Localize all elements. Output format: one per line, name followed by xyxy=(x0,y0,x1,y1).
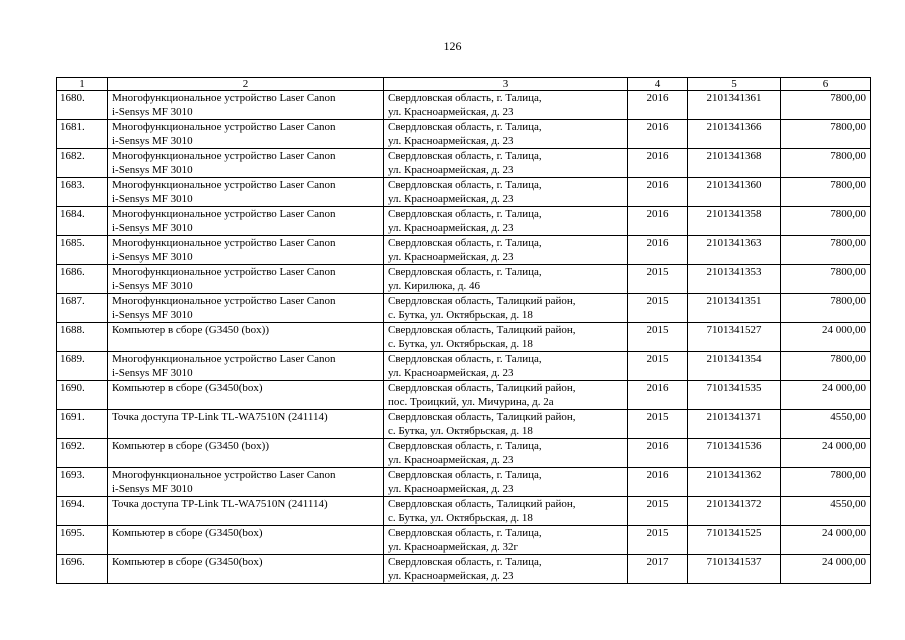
table-row xyxy=(57,381,871,410)
address-text: ул. Красноармейская, д. 23 xyxy=(388,164,514,176)
table-row xyxy=(57,497,871,526)
row-number-cell xyxy=(57,497,108,526)
inventory-number-text: 2101341368 xyxy=(706,150,762,162)
row-number-text: 1693. xyxy=(60,469,85,481)
year-cell xyxy=(628,352,688,381)
inventory-number-text: 2101341371 xyxy=(706,411,762,423)
address-text: Свердловская область, Талицкий район, xyxy=(388,411,576,423)
address-cell xyxy=(384,323,628,352)
address-text: ул. Красноармейская, д. 32г xyxy=(388,541,519,553)
year-cell xyxy=(628,207,688,236)
item-name-cell xyxy=(108,526,384,555)
address-text: Свердловская область, Талицкий район, xyxy=(388,498,576,510)
year-cell xyxy=(628,439,688,468)
address-text: Свердловская область, г. Талица, xyxy=(388,179,542,191)
row-number-text: 1684. xyxy=(60,208,85,220)
address-text: ул. Красноармейская, д. 23 xyxy=(388,106,514,118)
address-cell xyxy=(384,149,628,178)
year-text: 2015 xyxy=(646,527,669,539)
year-text: 2017 xyxy=(646,556,669,568)
address-text: ул. Красноармейская, д. 23 xyxy=(388,570,514,582)
item-name-cell xyxy=(108,120,384,149)
price-text: 7800,00 xyxy=(830,208,866,220)
row-number-cell xyxy=(57,120,108,149)
address-text: с. Бутка, ул. Октябрьская, д. 18 xyxy=(388,309,533,321)
inventory-number-text: 7101341535 xyxy=(706,382,762,394)
table-row xyxy=(57,178,871,207)
inventory-number-text: 2101341363 xyxy=(706,237,762,249)
item-name-text: i-Sensys MF 3010 xyxy=(112,483,193,495)
address-cell xyxy=(384,294,628,323)
inventory-number-cell xyxy=(688,526,781,555)
address-cell xyxy=(384,236,628,265)
price-text: 7800,00 xyxy=(830,237,866,249)
price-text: 7800,00 xyxy=(830,353,866,365)
year-cell xyxy=(628,323,688,352)
address-text: ул. Красноармейская, д. 23 xyxy=(388,193,514,205)
address-cell xyxy=(384,381,628,410)
column-header: 4 xyxy=(628,78,688,91)
row-number-cell xyxy=(57,410,108,439)
address-text: пос. Троицкий, ул. Мичурина, д. 2а xyxy=(388,396,554,408)
item-name-text: Многофункциональное устройство Laser Canon xyxy=(112,266,336,278)
item-name-cell xyxy=(108,236,384,265)
year-text: 2016 xyxy=(646,92,669,104)
item-name-text: Многофункциональное устройство Laser Canon xyxy=(112,469,336,481)
table-row xyxy=(57,526,871,555)
row-number-text: 1694. xyxy=(60,498,85,510)
price-text: 24 000,00 xyxy=(822,324,866,336)
year-text: 2016 xyxy=(646,382,669,394)
price-cell xyxy=(781,352,871,381)
item-name-cell xyxy=(108,294,384,323)
inventory-number-text: 2101341354 xyxy=(706,353,762,365)
year-cell xyxy=(628,468,688,497)
address-text: ул. Красноармейская, д. 23 xyxy=(388,135,514,147)
address-text: ул. Красноармейская, д. 23 xyxy=(388,454,514,466)
year-text: 2016 xyxy=(646,469,669,481)
price-cell xyxy=(781,555,871,584)
year-text: 2015 xyxy=(646,411,669,423)
year-cell xyxy=(628,178,688,207)
address-text: Свердловская область, Талицкий район, xyxy=(388,295,576,307)
item-name-text: Многофункциональное устройство Laser Canon xyxy=(112,237,336,249)
row-number-cell xyxy=(57,468,108,497)
inventory-number-text: 2101341361 xyxy=(706,92,762,104)
item-name-text: i-Sensys MF 3010 xyxy=(112,309,193,321)
item-name-cell xyxy=(108,207,384,236)
item-name-text: Точка доступа TP-Link TL-WA7510N (241114) xyxy=(112,498,328,510)
address-text: Свердловская область, г. Талица, xyxy=(388,121,542,133)
year-cell xyxy=(628,410,688,439)
year-text: 2016 xyxy=(646,440,669,452)
address-cell xyxy=(384,497,628,526)
price-cell xyxy=(781,381,871,410)
row-number-text: 1682. xyxy=(60,150,85,162)
price-text: 24 000,00 xyxy=(822,527,866,539)
item-name-text: i-Sensys MF 3010 xyxy=(112,193,193,205)
year-text: 2015 xyxy=(646,353,669,365)
table-row xyxy=(57,352,871,381)
price-text: 24 000,00 xyxy=(822,382,866,394)
item-name-text: Многофункциональное устройство Laser Canon xyxy=(112,208,336,220)
inventory-table xyxy=(56,77,871,584)
year-text: 2015 xyxy=(646,295,669,307)
inventory-number-text: 2101341353 xyxy=(706,266,762,278)
year-cell xyxy=(628,91,688,120)
year-cell xyxy=(628,294,688,323)
inventory-number-cell xyxy=(688,381,781,410)
inventory-number-text: 7101341527 xyxy=(706,324,762,336)
row-number-cell xyxy=(57,236,108,265)
inventory-number-cell xyxy=(688,352,781,381)
item-name-text: Многофункциональное устройство Laser Canon xyxy=(112,150,336,162)
inventory-number-text: 2101341372 xyxy=(706,498,762,510)
address-cell xyxy=(384,555,628,584)
inventory-number-text: 7101341536 xyxy=(706,440,762,452)
year-cell xyxy=(628,149,688,178)
year-cell xyxy=(628,497,688,526)
inventory-number-cell xyxy=(688,410,781,439)
address-text: Свердловская область, г. Талица, xyxy=(388,92,542,104)
row-number-cell xyxy=(57,178,108,207)
inventory-number-cell xyxy=(688,91,781,120)
address-text: Свердловская область, г. Талица, xyxy=(388,150,542,162)
price-cell xyxy=(781,91,871,120)
table-row xyxy=(57,120,871,149)
row-number-text: 1683. xyxy=(60,179,85,191)
table-row xyxy=(57,236,871,265)
page-number: 126 xyxy=(443,39,462,53)
price-cell xyxy=(781,178,871,207)
inventory-number-cell xyxy=(688,207,781,236)
item-name-text: Многофункциональное устройство Laser Canon xyxy=(112,179,336,191)
price-text: 7800,00 xyxy=(830,295,866,307)
item-name-text: Компьютер в сборе (G3450(box) xyxy=(112,556,263,568)
address-text: ул. Красноармейская, д. 23 xyxy=(388,251,514,263)
address-text: Свердловская область, Талицкий район, xyxy=(388,324,576,336)
item-name-text: i-Sensys MF 3010 xyxy=(112,135,193,147)
column-header: 6 xyxy=(781,78,871,91)
price-cell xyxy=(781,265,871,294)
row-number-text: 1691. xyxy=(60,411,85,423)
address-text: ул. Красноармейская, д. 23 xyxy=(388,483,514,495)
address-cell xyxy=(384,439,628,468)
item-name-cell xyxy=(108,410,384,439)
year-text: 2016 xyxy=(646,121,669,133)
table-row xyxy=(57,555,871,584)
row-number-cell xyxy=(57,381,108,410)
address-text: Свердловская область, г. Талица, xyxy=(388,440,542,452)
item-name-text: Многофункциональное устройство Laser Canon xyxy=(112,92,336,104)
year-cell xyxy=(628,120,688,149)
row-number-text: 1686. xyxy=(60,266,85,278)
item-name-text: Компьютер в сборе (G3450 (box)) xyxy=(112,440,269,452)
address-text: ул. Кирилюка, д. 46 xyxy=(388,280,480,292)
address-text: Свердловская область, г. Талица, xyxy=(388,527,542,539)
price-text: 7800,00 xyxy=(830,150,866,162)
inventory-number-text: 7101341525 xyxy=(706,527,762,539)
address-text: ул. Красноармейская, д. 23 xyxy=(388,222,514,234)
address-text: Свердловская область, г. Талица, xyxy=(388,556,542,568)
table-row xyxy=(57,468,871,497)
item-name-cell xyxy=(108,149,384,178)
price-text: 7800,00 xyxy=(830,266,866,278)
inventory-number-cell xyxy=(688,149,781,178)
row-number-text: 1687. xyxy=(60,295,85,307)
table-row xyxy=(57,439,871,468)
inventory-number-cell xyxy=(688,439,781,468)
price-cell xyxy=(781,526,871,555)
row-number-text: 1681. xyxy=(60,121,85,133)
year-cell xyxy=(628,526,688,555)
price-text: 24 000,00 xyxy=(822,440,866,452)
item-name-cell xyxy=(108,381,384,410)
table-row xyxy=(57,91,871,120)
year-text: 2015 xyxy=(646,324,669,336)
item-name-text: i-Sensys MF 3010 xyxy=(112,251,193,263)
price-text: 7800,00 xyxy=(830,179,866,191)
table-row xyxy=(57,323,871,352)
row-number-text: 1692. xyxy=(60,440,85,452)
price-text: 24 000,00 xyxy=(822,556,866,568)
price-text: 7800,00 xyxy=(830,92,866,104)
price-cell xyxy=(781,497,871,526)
address-cell xyxy=(384,265,628,294)
address-text: ул. Красноармейская, д. 23 xyxy=(388,367,514,379)
year-cell xyxy=(628,265,688,294)
price-text: 7800,00 xyxy=(830,469,866,481)
table-row xyxy=(57,410,871,439)
item-name-cell xyxy=(108,323,384,352)
column-header: 2 xyxy=(108,78,384,91)
row-number-text: 1688. xyxy=(60,324,85,336)
year-text: 2016 xyxy=(646,150,669,162)
price-cell xyxy=(781,207,871,236)
year-text: 2016 xyxy=(646,179,669,191)
inventory-number-cell xyxy=(688,294,781,323)
year-text: 2016 xyxy=(646,208,669,220)
row-number-cell xyxy=(57,265,108,294)
inventory-number-cell xyxy=(688,178,781,207)
price-cell xyxy=(781,468,871,497)
item-name-cell xyxy=(108,91,384,120)
table-row xyxy=(57,294,871,323)
year-text: 2015 xyxy=(646,266,669,278)
item-name-cell xyxy=(108,178,384,207)
inventory-number-cell xyxy=(688,555,781,584)
address-cell xyxy=(384,207,628,236)
address-cell xyxy=(384,468,628,497)
row-number-cell xyxy=(57,149,108,178)
price-cell xyxy=(781,236,871,265)
inventory-number-cell xyxy=(688,468,781,497)
table-row xyxy=(57,265,871,294)
row-number-text: 1680. xyxy=(60,92,85,104)
row-number-cell xyxy=(57,207,108,236)
address-text: Свердловская область, г. Талица, xyxy=(388,469,542,481)
row-number-cell xyxy=(57,294,108,323)
row-number-cell xyxy=(57,91,108,120)
item-name-text: Многофункциональное устройство Laser Canon xyxy=(112,353,336,365)
row-number-text: 1689. xyxy=(60,353,85,365)
row-number-cell xyxy=(57,555,108,584)
table-header-row xyxy=(57,78,871,91)
inventory-number-text: 2101341360 xyxy=(706,179,762,191)
address-cell xyxy=(384,352,628,381)
item-name-text: Компьютер в сборе (G3450 (box)) xyxy=(112,324,269,336)
item-name-text: Многофункциональное устройство Laser Canon xyxy=(112,295,336,307)
inventory-number-text: 2101341358 xyxy=(706,208,762,220)
item-name-text: i-Sensys MF 3010 xyxy=(112,367,193,379)
address-text: Свердловская область, г. Талица, xyxy=(388,237,542,249)
year-text: 2015 xyxy=(646,498,669,510)
row-number-cell xyxy=(57,526,108,555)
address-cell xyxy=(384,410,628,439)
price-cell xyxy=(781,149,871,178)
item-name-text: Компьютер в сборе (G3450(box) xyxy=(112,382,263,394)
inventory-number-cell xyxy=(688,120,781,149)
address-text: Свердловская область, г. Талица, xyxy=(388,208,542,220)
price-cell xyxy=(781,410,871,439)
item-name-cell xyxy=(108,352,384,381)
item-name-text: i-Sensys MF 3010 xyxy=(112,222,193,234)
inventory-number-cell xyxy=(688,323,781,352)
inventory-number-cell xyxy=(688,265,781,294)
address-text: с. Бутка, ул. Октябрьская, д. 18 xyxy=(388,338,533,350)
year-cell xyxy=(628,236,688,265)
column-header: 5 xyxy=(688,78,781,91)
address-cell xyxy=(384,120,628,149)
row-number-text: 1690. xyxy=(60,382,85,394)
inventory-number-text: 2101341366 xyxy=(706,121,762,133)
year-cell xyxy=(628,381,688,410)
item-name-text: i-Sensys MF 3010 xyxy=(112,164,193,176)
item-name-cell xyxy=(108,265,384,294)
price-cell xyxy=(781,323,871,352)
price-text: 7800,00 xyxy=(830,121,866,133)
year-cell xyxy=(628,555,688,584)
inventory-number-text: 7101341537 xyxy=(706,556,762,568)
inventory-number-cell xyxy=(688,497,781,526)
address-text: с. Бутка, ул. Октябрьская, д. 18 xyxy=(388,512,533,524)
item-name-text: Многофункциональное устройство Laser Canon xyxy=(112,121,336,133)
item-name-text: i-Sensys MF 3010 xyxy=(112,280,193,292)
year-text: 2016 xyxy=(646,237,669,249)
address-text: с. Бутка, ул. Октябрьская, д. 18 xyxy=(388,425,533,437)
row-number-text: 1685. xyxy=(60,237,85,249)
column-header: 1 xyxy=(57,78,108,91)
item-name-cell xyxy=(108,439,384,468)
address-cell xyxy=(384,91,628,120)
address-cell xyxy=(384,526,628,555)
item-name-cell xyxy=(108,555,384,584)
row-number-text: 1695. xyxy=(60,527,85,539)
item-name-text: Точка доступа TP-Link TL-WA7510N (241114) xyxy=(112,411,328,423)
address-text: Свердловская область, г. Талица, xyxy=(388,353,542,365)
column-header: 3 xyxy=(384,78,628,91)
address-text: Свердловская область, г. Талица, xyxy=(388,266,542,278)
address-text: Свердловская область, Талицкий район, xyxy=(388,382,576,394)
inventory-number-cell xyxy=(688,236,781,265)
item-name-text: i-Sensys MF 3010 xyxy=(112,106,193,118)
price-text: 4550,00 xyxy=(830,498,866,510)
item-name-cell xyxy=(108,468,384,497)
row-number-text: 1696. xyxy=(60,556,85,568)
item-name-text: Компьютер в сборе (G3450(box) xyxy=(112,527,263,539)
row-number-cell xyxy=(57,439,108,468)
address-cell xyxy=(384,178,628,207)
table-row xyxy=(57,149,871,178)
inventory-number-text: 2101341351 xyxy=(706,295,762,307)
price-cell xyxy=(781,294,871,323)
row-number-cell xyxy=(57,323,108,352)
item-name-cell xyxy=(108,497,384,526)
row-number-cell xyxy=(57,352,108,381)
price-cell xyxy=(781,439,871,468)
inventory-number-text: 2101341362 xyxy=(706,469,762,481)
table-row xyxy=(57,207,871,236)
price-cell xyxy=(781,120,871,149)
price-text: 4550,00 xyxy=(830,411,866,423)
